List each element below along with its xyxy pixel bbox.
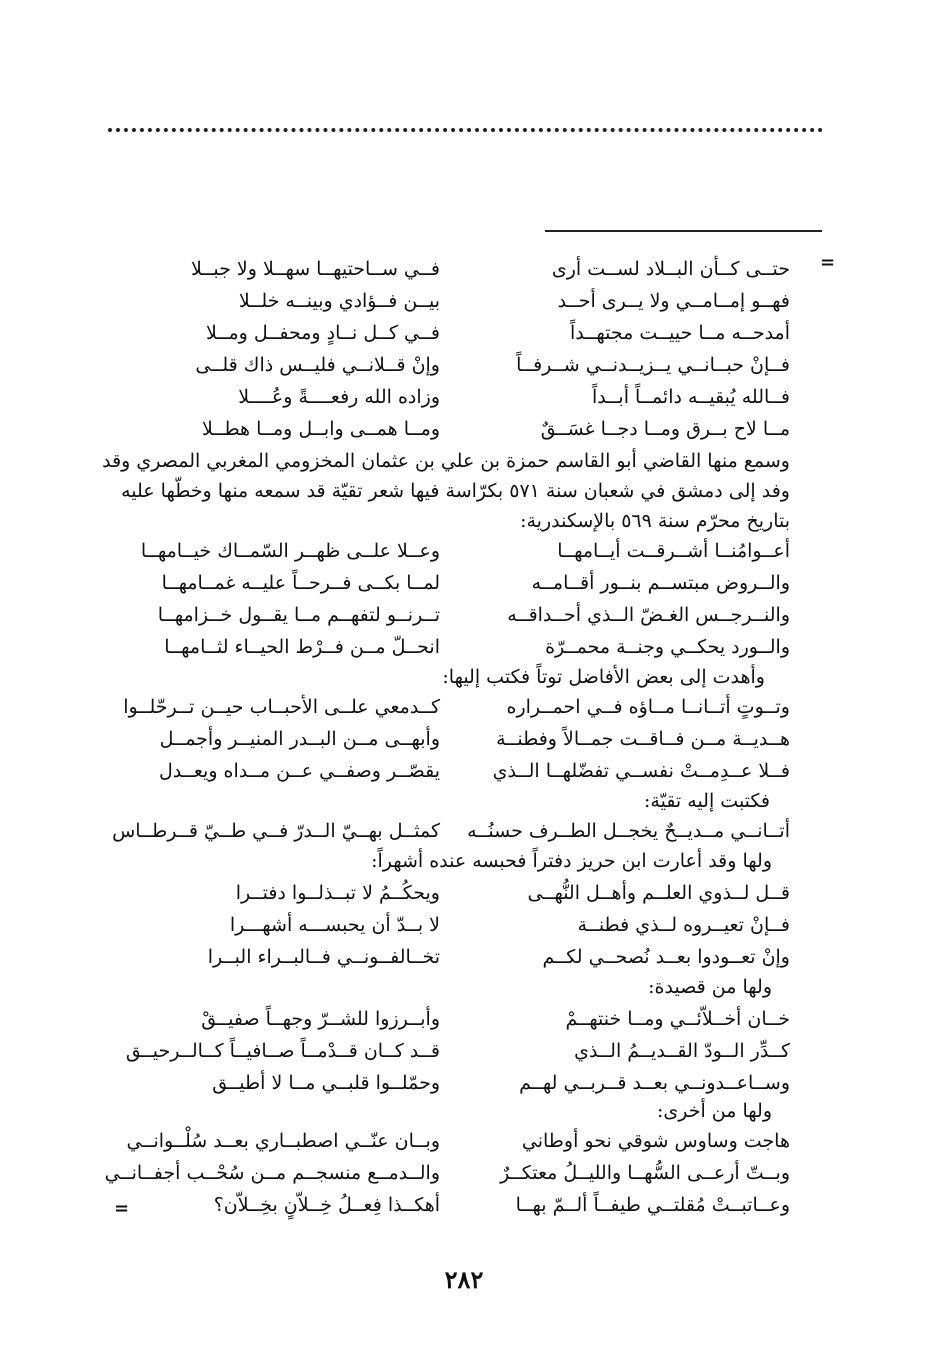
verse-second-half: وزاده الله رفعــــةً وعُــــلا xyxy=(238,386,440,408)
verse-second-half: كــدمعي علــى الأحبــاب حيــن تــرحّلــوا xyxy=(123,696,440,718)
verse-second-half: ومــا همــى وابــل ومــا هطــلا xyxy=(201,418,440,440)
verse-line xyxy=(126,1130,790,1162)
verse-first-half: حتــى كــأن البــلاد لســت أرى xyxy=(551,258,790,280)
verse-line xyxy=(104,1162,790,1194)
verse-line xyxy=(140,946,790,978)
prose-line: وسمع منها القاضي أبو القاسم حمزة بن علي بن عثمان المخزومي المغربي المصري وقد xyxy=(102,450,790,472)
continuation-mark-top: = xyxy=(820,252,836,273)
verse-line xyxy=(140,1008,790,1040)
page-number: ٢٨٢ xyxy=(444,1265,484,1294)
continuation-mark-bottom: = xyxy=(114,1198,130,1219)
verse-line xyxy=(140,354,790,386)
verse-first-half: أتــانــي مــديــحٌ يخجــل الطــرف حسنُــه xyxy=(467,820,790,842)
verse-line xyxy=(140,418,790,450)
prose-line: ولها وقد أعارت ابن حريز دفتراً فحبسه عنده أشهراً: xyxy=(371,850,772,872)
verse-second-half: وأبــرزوا للشــرّ وجهــاً صفيــقْ xyxy=(201,1008,440,1030)
verse-line xyxy=(140,882,790,914)
verse-second-half: لا بــدّ أن يحبســـه أشهـــرا xyxy=(229,914,440,936)
verse-second-half: بيــن فــؤادي وبينــه خلــلا xyxy=(238,290,440,312)
verse-first-half: والــروض مبتســم بنــور أقــامــه xyxy=(531,572,790,594)
verse-first-half: والــورد يحكــي وجنــة محمــرّة xyxy=(545,636,790,658)
footnote-rule xyxy=(545,230,822,232)
verse-second-half: وحمّلــوا قلبــي مــا لا أطيــق xyxy=(212,1072,440,1094)
verse-line xyxy=(140,636,790,668)
verse-first-half: فهــو إمــامــي ولا يــرى أحــد xyxy=(557,290,790,312)
verse-line xyxy=(140,728,790,760)
verse-second-half: وعــلا علــى ظهــر السّمــاك خيــامهــا xyxy=(140,540,440,562)
verse-second-half: فــي ســاحتيهــا سهــلا ولا جبــلا xyxy=(190,258,440,280)
verse-second-half: أهكــذا فِعــلُ خِــلاّنٍ بخِــلاّن؟ xyxy=(213,1194,440,1216)
verse-first-half: فــإنْ تعيــروه لــذي فطنــة xyxy=(577,914,790,936)
verse-first-half: وتــوتٍ أتــانــا مــاؤه فــي احمــراره xyxy=(506,696,790,718)
verse-second-half: لمــا بكــى فــرحــاً عليــه غمــامهــا xyxy=(161,572,440,594)
verse-second-half: وإنْ قــلانــي فليــس ذاك قلــى xyxy=(195,354,440,376)
verse-second-half: يقصّــر وصفــي عــن مــداه ويعــدل xyxy=(158,760,440,782)
verse-line xyxy=(140,290,790,322)
verse-line xyxy=(140,604,790,636)
verse-second-half: فــي كــل نــادٍ ومحفــل ومــلا xyxy=(205,322,440,344)
verse-line xyxy=(140,572,790,604)
verse-first-half: وعــاتبــتْ مُقلتــي طيفــاً ألــمّ بهــا xyxy=(515,1194,790,1216)
verse-line xyxy=(140,386,790,418)
verse-first-half: فــلا عــدِمــتْ نفســي تفضّلهــا الــذي xyxy=(492,760,790,782)
verse-first-half: وســاعــدونــي بعــد قــربــي لهــم xyxy=(519,1072,790,1094)
verse-second-half: وأبهــى مــن البــدر المنيــر وأجمــل xyxy=(159,728,440,750)
verse-first-half: هــديــة مــن فــاقــت جمــالاً وفطنــة xyxy=(496,728,790,750)
verse-second-half: والــدمــع منسجــم مــن سُحْــب أجفــانــي xyxy=(104,1162,440,1184)
verse-first-half: أعــوامُنــا أشــرقــت أيــامهــا xyxy=(557,540,790,562)
verse-line xyxy=(112,820,790,852)
verse-first-half: فــإنْ حبــانــي يــزيــدنــي شــرفــاً xyxy=(516,354,790,376)
verse-first-half: فــالله يُبقيــه دائمــاً أبــداً xyxy=(592,386,790,408)
verse-line xyxy=(125,1040,790,1072)
verse-second-half: تخــالفــونــي فــالبــراء البــرا xyxy=(207,946,440,968)
prose-line: وأهدت إلى بعض الأفاضل توتاً فكتب إليها: xyxy=(442,666,765,688)
verse-line xyxy=(140,914,790,946)
verse-line xyxy=(140,760,790,792)
verse-second-half: كمثــل بهــيّ الــدرّ فــي طــيّ قــرطــاس xyxy=(112,820,440,842)
verse-first-half: قــل لــذوي العلــم وأهــل النُّهــى xyxy=(527,882,790,904)
verse-line xyxy=(140,540,790,572)
prose-line: وفد إلى دمشق في شعبان سنة ٥٧١ بكرّاسة فيها شعر تقيّة قد سمعه منها وخطّها عليه xyxy=(121,480,790,502)
verse-line xyxy=(140,258,790,290)
prose-line: بتاريخ محرّم سنة ٥٦٩ بالإسكندرية: xyxy=(520,510,790,532)
verse-first-half: مــا لاح بــرق ومــا دجــا غسَــقٌ xyxy=(540,418,790,440)
prose-line: فكتبت إليه تقيّة: xyxy=(644,790,770,812)
verse-second-half: تــرنــو لتفهــم مــا يقــول خــزامهــا xyxy=(157,604,440,626)
verse-second-half: قــد كــان قــدْمــاً صــافيــاً كــالــرحيــق xyxy=(125,1040,440,1062)
verse-second-half: انحــلّ مــن فــرْط الحيــاء لثــامهــا xyxy=(164,636,440,658)
verse-first-half: أمدحــه مــا حييــت مجتهــداً xyxy=(569,322,790,344)
verse-first-half: وبــتّ أرعــى السُّهــا والليــلُ معتكــرٌ xyxy=(500,1162,790,1184)
verse-first-half: وإنْ تعــودوا بعــد نُصحــي لكــم xyxy=(542,946,790,968)
verse-first-half: كــدِّر الــودّ القــديــمُ الــذي xyxy=(574,1040,790,1062)
dotted-separator xyxy=(108,128,823,132)
verse-line xyxy=(140,1194,790,1226)
verse-second-half: ويحكُــمُ لا تبــذلــوا دفتــرا xyxy=(235,882,440,904)
verse-line xyxy=(140,322,790,354)
verse-first-half: هاجت وساوس شوقي نحو أوطاني xyxy=(521,1130,790,1152)
prose-line: ولها من أخرى: xyxy=(656,1100,772,1122)
verse-first-half: والنــرجــس الغـضّ الــذي أحــداقــه xyxy=(507,604,790,626)
verse-first-half: خــان أخــلاّئــي ومــا خنتهــمْ xyxy=(565,1008,790,1030)
verse-line xyxy=(123,696,790,728)
prose-line: ولها من قصيدة: xyxy=(648,976,772,998)
verse-second-half: وبــان عنّــي اصطبــاري بعــد سُلْــوانــي xyxy=(126,1130,440,1152)
